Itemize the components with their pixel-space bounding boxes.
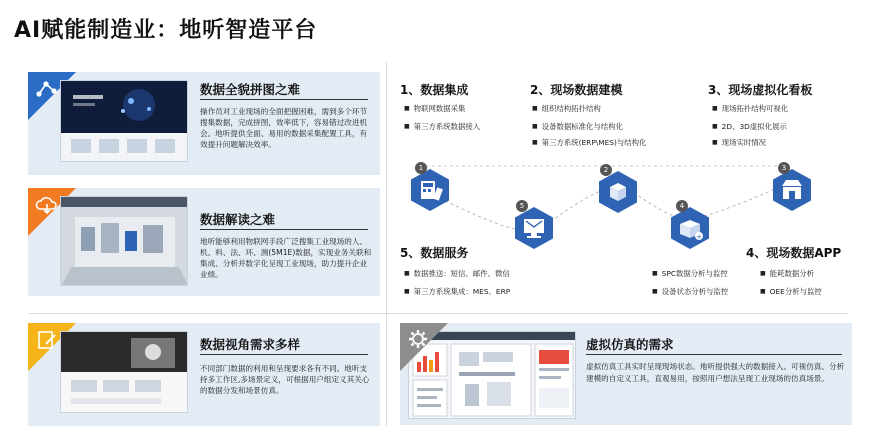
step-badge-3: 3	[778, 162, 790, 174]
cloud-icon	[34, 192, 60, 218]
section-3-item: ■ 现场实时情况	[712, 137, 766, 148]
step-badge-5: 5	[516, 200, 528, 212]
section-1-title: 1、数据集成	[400, 83, 469, 97]
section-1-item: ■ 第三方系统数据接入	[404, 121, 480, 132]
data-app-icon	[668, 206, 712, 250]
section-5-title: 5、数据服务	[400, 246, 469, 260]
card-title: 数据视角需求多样	[200, 337, 301, 352]
card-data-panorama	[28, 72, 380, 175]
section-3-item: ■ 2D、3D虚拟化展示	[712, 121, 787, 132]
section-1-item: ■ 物联网数据采集	[404, 103, 465, 114]
card-title: 数据解读之难	[200, 212, 276, 227]
section-2-item: ■ 第三方系统(ERP\MES)与结构化	[532, 137, 646, 148]
perspective-screenshot	[60, 331, 188, 413]
title-underline	[200, 354, 368, 355]
card-title: 数据全貌拼图之难	[200, 82, 301, 97]
step-badge-1: 1	[415, 162, 427, 174]
data-service-icon	[512, 206, 556, 250]
section-2-title: 2、现场数据建模	[530, 83, 623, 97]
step-badge-4: 4	[676, 200, 688, 212]
network-icon	[34, 76, 60, 102]
data-integration-icon	[408, 168, 452, 212]
card-body: 地听能够利用物联网手段广泛搜集工业现场的人、机、料、法、环、测(5M1E)数据，实现业务关联和集成、分析并数字化呈现工业现场，助力提升企业业绩。	[200, 237, 372, 279]
data-modeling-icon	[596, 170, 640, 214]
vertical-divider	[386, 62, 387, 426]
section-4-title: 4、现场数据APP	[746, 246, 842, 260]
section-3-title: 3、现场虚拟化看板	[708, 83, 813, 97]
card-virtual-simulation	[400, 323, 852, 425]
title-underline	[586, 354, 842, 355]
section-2-item: ■ 组织结构拓扑结构	[532, 103, 601, 114]
section-5-item: ■ 数据推送：短信、邮件、微信	[404, 268, 510, 279]
horizontal-divider	[28, 313, 848, 314]
title-underline	[200, 229, 368, 230]
svg-text:+: +	[696, 233, 702, 241]
title-underline	[200, 99, 368, 100]
page-title: AI赋能制造业：地听智造平台	[14, 18, 318, 43]
virtual-dashboard-icon	[770, 168, 814, 212]
card-data-perspective	[28, 323, 380, 426]
gear-icon	[406, 327, 432, 353]
section-3-item: ■ 现场拓扑结构可视化	[712, 103, 788, 114]
edit-icon	[34, 327, 60, 353]
section-4-item: ■ 能耗数据分析	[760, 268, 814, 279]
card-body: 不同部门数据的利用和呈现要求各有不同。地听支持多工作区,多场景定义，可根据用户组定义其关心的数据分发和场景仿真。	[200, 364, 370, 395]
card-title: 虚拟仿真的需求	[586, 337, 674, 352]
step-badge-2: 2	[600, 164, 612, 176]
section-4-item: ■ SPC数据分析与监控	[652, 268, 728, 279]
card-body: 操作员对工业现场的全面把握困难，需到多个环节搜集数据，完成拼图，效率低下，容易错过改进机会。地听提供全面、易用的数据采集配置工具，有效提升问题解决效率。	[200, 107, 368, 149]
card-data-interpretation	[28, 188, 380, 296]
section-4-item: ■ OEE分析与监控	[760, 286, 822, 297]
panorama-screenshot	[60, 80, 188, 162]
section-4-item: ■ 设备状态分析与监控	[652, 286, 728, 297]
section-5-item: ■ 第三方系统集成：MES、ERP	[404, 286, 510, 297]
card-body: 虚拟仿真工具实时呈现现场状态。地听提供强大的数据接入、可视仿真、分析建模的自定义工具，直观易用，按照用户想法呈现工业现场的仿真场景。	[586, 362, 845, 383]
factory-3d-screenshot	[60, 196, 188, 286]
section-2-item: ■ 设备数据标准化与结构化	[532, 121, 623, 132]
